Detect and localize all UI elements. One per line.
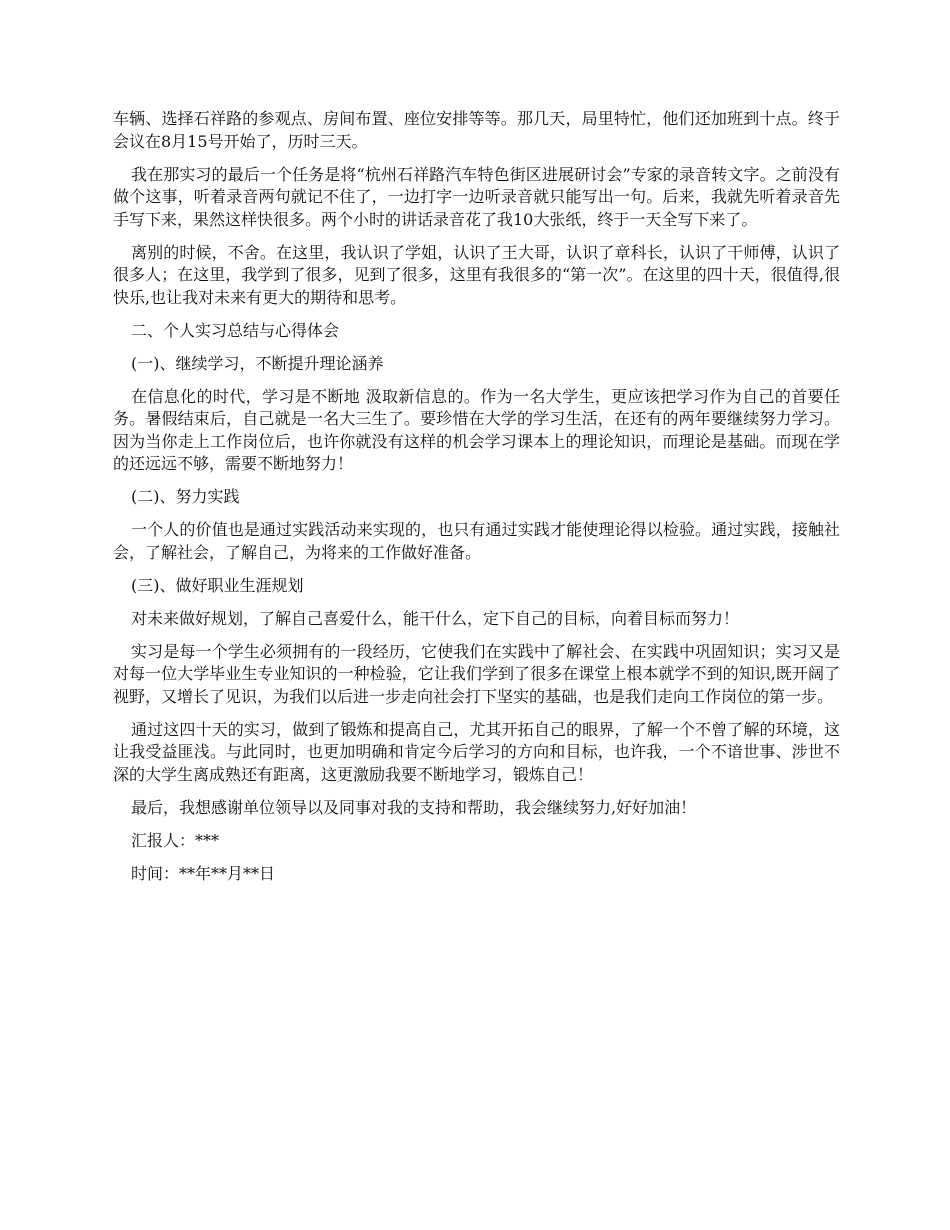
paragraph-internship-value: 实习是每一个学生必须拥有的一段经历，它使我们在实践中了解社会、在实践中巩固知识；实习又是对每一位大学毕业生专业知识的一种检验，它让我们学到了很多在课堂上根本就学不到的知识,既开阔了视野，又增长了见识，为我们以后进一步走向社会打下坚实的基础，也是我们走向工作岗位的第一步。	[113, 641, 840, 706]
reporter-line: 汇报人：***	[131, 830, 220, 850]
paragraph-learning: 在信息化的时代，学习是不断地 汲取新信息的。作为一名大学生，更应该把学习作为自己的首要任务。暑假结束后，自己就是一名大三生了。要珍惜在大学的学习生活，在还有的两年要继续努力学习。因为当你走上工作岗位后，也许你就没有这样的机会学习课本上的理论知识，而理论是基础。而现在学的还远远不够，需要不断地努力！	[113, 386, 840, 473]
section-heading-summary: 二、个人实习总结与心得体会	[131, 320, 340, 340]
document-page	[113, 108, 840, 896]
date-line: 时间：**年**月**日	[131, 863, 276, 883]
paragraph-conference-prep: 车辆、选择石祥路的参观点、房间布置、座位安排等等。那几天，局里特忙，他们还加班到十点。终于会议在8月15号开始了，历时三天。	[113, 109, 840, 151]
subheading-career-planning: (三)、做好职业生涯规划	[131, 575, 304, 595]
paragraph-thanks: 最后，我想感谢单位领导以及同事对我的支持和帮助，我会继续努力,好好加油！	[131, 797, 697, 817]
paragraph-practice: 一个人的价值也是通过实践活动来实现的，也只有通过实践才能使理论得以检验。通过实践，接触社会，了解社会，了解自己，为将来的工作做好准备。	[113, 520, 840, 562]
paragraph-planning: 对未来做好规划，了解自己喜爱什么，能干什么，定下自己的目标，向着目标而努力！	[131, 608, 740, 628]
paragraph-forty-days: 通过这四十天的实习，做到了锻炼和提高自己，尤其开拓自己的眼界，了解一个不曾了解的环境，这让我受益匪浅。与此同时，也更加明确和肯定今后学习的方向和目标，也许我，一个不谙世事、涉世不深的大学生离成熟还有距离，这更激励我要不断地学习，锻炼自己！	[113, 719, 840, 784]
paragraph-last-task: 我在那实习的最后一个任务是将“杭州石祥路汽车特色街区进展研讨会”专家的录音转文字。之前没有做个这事，听着录音两句就记不住了，一边打字一边听录音就只能写出一句。后来，我就先听着录音先手写下来，果然这样快很多。两个小时的讲话录音花了我10大张纸，终于一天全写下来了。	[113, 164, 840, 229]
paragraph-farewell: 离别的时候，不舍。在这里，我认识了学姐，认识了王大哥，认识了章科长，认识了干师傅，认识了很多人；在这里，我学到了很多，见到了很多，这里有我很多的“第一次”。在这里的四十天，很值得,很快乐,也让我对未来有更大的期待和思考。	[113, 242, 840, 307]
subheading-continue-learning: (一)、继续学习，不断提升理论涵养	[131, 353, 384, 373]
subheading-practice: (二)、努力实践	[131, 487, 240, 506]
